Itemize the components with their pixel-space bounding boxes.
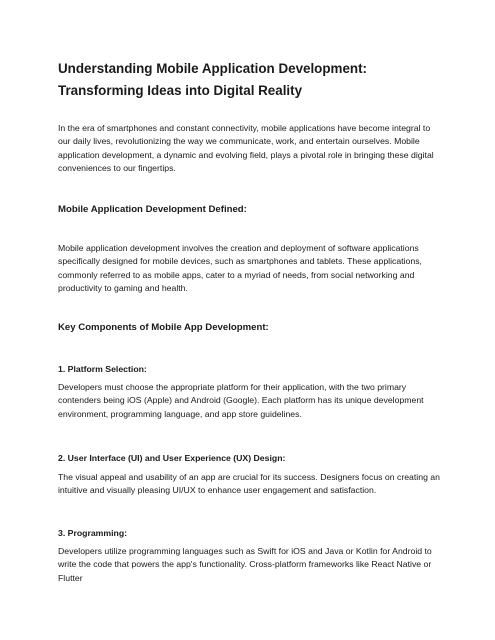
section-heading-defined: Mobile Application Development Defined: bbox=[58, 204, 247, 215]
document-title: Understanding Mobile Application Development: Transforming Ideas into Digital Reality bbox=[58, 61, 367, 98]
subsection-heading-ui-ux-design: 2. User Interface (UI) and User Experience (UX) Design: bbox=[58, 453, 286, 463]
subsection-heading-programming: 3. Programming: bbox=[58, 528, 128, 538]
intro-paragraph: In the era of smartphones and constant connectivity, mobile applications have become integral to our daily lives, revolutionizing the way we communicate, work, and entertain ourselves. Mobile application development, a dynamic and evolving field, plays a pivotal role in bringing these digital conveniences to our fingertips. bbox=[58, 123, 434, 173]
subsection-body-programming: Developers utilize programming languages such as Swift for iOS and Java or Kotlin for Android to write the code that powers the app's functionality. Cross-platform frameworks like React Native or Flutter bbox=[58, 546, 432, 583]
subsection-body-platform-selection: Developers must choose the appropriate platform for their application, with the two primary contenders being iOS (Apple) and Android (Google). Each platform has its unique development environment, programming language, and app store guidelines. bbox=[58, 382, 424, 419]
subsection-heading-platform-selection: 1. Platform Selection: bbox=[58, 364, 147, 374]
section-heading-key-components: Key Components of Mobile App Development: bbox=[58, 322, 269, 333]
section-body-defined: Mobile application development involves the creation and deployment of software applications specifically designed for mobile devices, such as smartphones and tablets. These applications, commonly referred to as mobile apps, cater to a myriad of needs, from social networking and productivity to gaming and health. bbox=[58, 243, 422, 293]
subsection-body-ui-ux-design: The visual appeal and usability of an app are crucial for its success. Designers focus on creating an intuitive and visually pleasing UI/UX to enhance user engagement and satisfaction. bbox=[58, 472, 440, 496]
